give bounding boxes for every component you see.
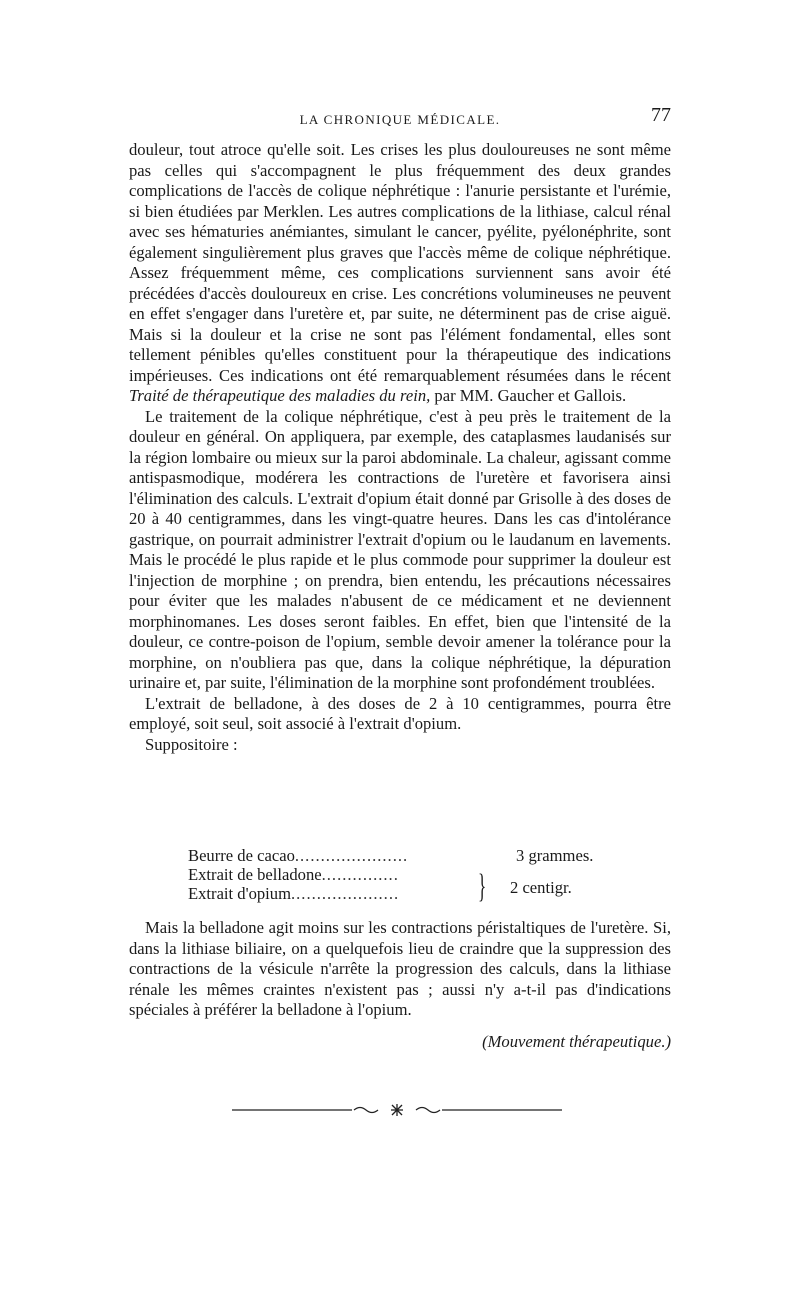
ingredient-name: Extrait de belladone — [188, 865, 322, 884]
ornament-divider-icon — [232, 1104, 562, 1116]
quantity-cacao: 3 grammes. — [516, 846, 594, 865]
brace-icon: } — [478, 868, 487, 905]
page-header — [129, 100, 671, 130]
paragraph-2: Le traitement de la colique néphrétique, c'est à peu près le traitement de la douleur en général. On appliquera, par exemple, des cataplasmes laudanisés sur la région lombaire ou mieux sur la paroi abdominale. La chaleur, agissant comme antispasmodique, modérera les contractions de l'uretère et favorisera ainsi l'élimination des calculs. L'extrait d'opium était donné par Grisolle à des doses de 20 à 40 centigrammes, dans les vingt-quatre heures. Dans les cas d'intolérance gastrique, on pourrait administrer l'extrait d'opium ou le laudanum en lavements. Mais le procédé le plus rapide et le plus commode pour supprimer la douleur est l'injection de morphine ; on prendra, bien entendu, les précautions nécessaires pour éviter que les malades n'abusent de ce médicament et ne deviennent morphinomanes. Les doses seront faibles. En effet, bien que l'intensité de la douleur, ce contre-poison de l'opium, semble devoir amener la tolérance pour la morphine, on n'oubliera pas que, dans la colique néphrétique, la dépuration urinaire et, par suite, l'élimination de la morphine sont profondément troublées. — [129, 406, 671, 692]
source-attribution: (Mouvement thérapeutique.) — [482, 1032, 671, 1051]
formula-heading: Suppositoire : — [145, 734, 238, 754]
paragraph-1 — [129, 140, 671, 407]
article-body — [129, 140, 671, 755]
closing-paragraph: Mais la belladone agit moins sur les contractions péristaltiques de l'uretère. Si, dans la lithiase biliaire, on a quelquefois lieu de craindre que la suppression des contractions de la vésicule n'arrête la progression des calculs, dans la lithiase rénale les mêmes craintes n'existent pas ; aussi n'y a-t-il pas d'indications spéciales à préférer la belladone à l'opium. — [129, 918, 671, 1019]
quantity-extracts: 2 centigr. — [510, 878, 572, 897]
prescription-formula — [188, 846, 618, 903]
book-authors: par MM. Gaucher et Gallois. — [434, 386, 627, 405]
paragraph-3: L'extrait de belladone, à des doses de 2 à 10 centigrammes, pourra être employé, soit seul, soit associé à l'extrait d'opium. — [129, 693, 671, 733]
ingredient-name: Beurre de cacao — [188, 846, 295, 865]
formula-row — [188, 846, 618, 865]
running-head: LA CHRONIQUE MÉDICALE. — [299, 112, 501, 127]
paragraph-1-text: douleur, tout atroce qu'elle soit. Les crises les plus douloureuses ne sont même pas celles qui s'accompagnent le plus fréquemment des deux grandes complications de l'accès de colique néphrétique : l'anurie persistante et l'urémie, si bien étudiées par Merklen. Les autres complications de la lithiase, calcul rénal avec ses hématuries anémiantes, simulant le cancer, pyélite, pyélonéphrite, sont également singulièrement plus graves que l'accès même de colique néphrétique. Assez fréquemment même, ces complications surviennent sans avoir été précédées d'accès douloureux en crise. Les concrétions volumineuses ne peuvent en effet s'engager dans l'uretère et, par suite, ne déterminent pas de crise aiguë. Mais si la douleur et la crise ne sont pas l'élément fondamental, elles sont tellement pénibles qu'elles constituent pour la thérapeutique des indications impérieuses. Ces indications ont été remarquablement résumées dans le récent — [129, 140, 671, 385]
leader-dots: ............... — [321, 865, 399, 884]
leader-dots: ...................... — [294, 846, 409, 865]
closing-body — [129, 918, 671, 1021]
ingredient-name: Extrait d'opium — [188, 884, 291, 903]
book-title: Traité de thérapeutique des maladies du rein, — [129, 386, 431, 405]
page-number: 77 — [651, 104, 671, 126]
leader-dots: ..................... — [291, 884, 400, 903]
